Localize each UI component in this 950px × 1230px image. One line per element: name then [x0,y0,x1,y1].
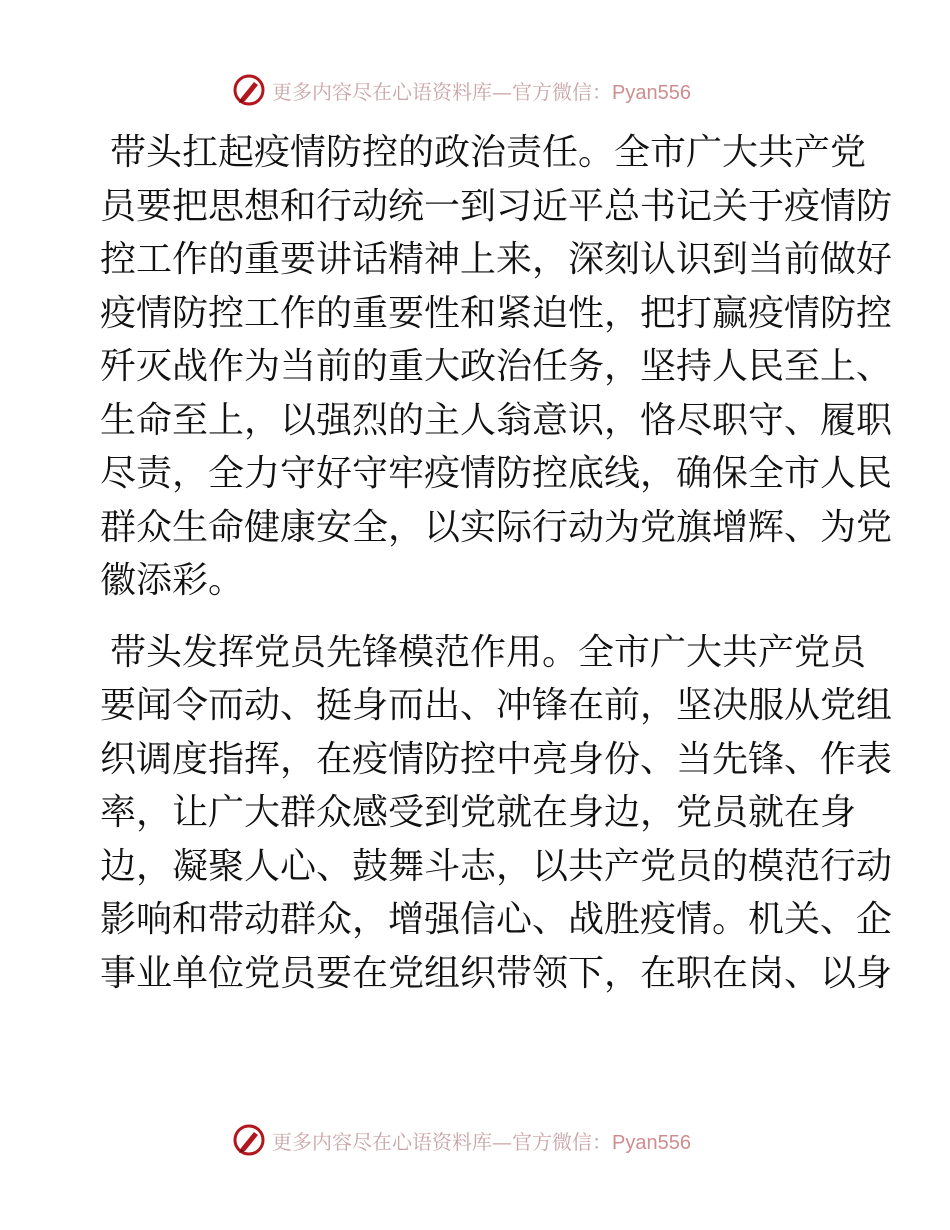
paragraph-1 [100,126,893,608]
document-body [100,126,893,1000]
text-line: 影响和带动群众，增强信心、战胜疫情。机关、企 [100,899,893,940]
watermark-text [272,1126,691,1155]
watermark-wechat-id: Pyan556 [612,1131,691,1154]
watermark-text [272,76,691,105]
text-line: 带头扛起疫情防控的政治责任。全市广大共产党 [110,132,867,173]
text-line: 群众生命健康安全，以实际行动为党旗增辉、为党 [100,506,893,548]
text-line: 织调度指挥，在疫情防控中亮身份、当先锋、作表 [100,738,893,780]
text-line: 边，凝聚人心、鼓舞斗志，以共产党员的模范行动 [100,845,893,887]
pen-logo-icon [232,73,266,107]
text-line: 员要把思想和行动统一到习近平总书记关于疫情防 [100,185,893,227]
pen-logo-icon [232,1123,266,1157]
watermark-slogan: 更多内容尽在心语资料库—官方微信： [272,1129,612,1154]
text-line: 徽添彩。 [100,560,245,601]
text-line: 生命至上，以强烈的主人翁意识，恪尽职守、履职 [100,399,893,441]
footer-watermark [232,1120,691,1160]
text-line: 控工作的重要讲话精神上来，深刻认识到当前做好 [100,239,893,280]
text-line: 要闻令而动、挺身而出、冲锋在前，坚决服从党组 [100,685,893,726]
watermark-slogan: 更多内容尽在心语资料库—官方微信： [272,79,612,104]
text-line: 疫情防控工作的重要性和紧迫性，把打赢疫情防控 [100,292,893,334]
text-line: 歼灭战作为当前的重大政治任务，坚持人民至上、 [100,346,893,387]
text-line: 率，让广大群众感受到党就在身边，党员就在身 [100,792,857,833]
header-watermark [232,70,691,110]
text-line: 带头发挥党员先锋模范作用。全市广大共产党员 [110,631,867,673]
watermark-wechat-id: Pyan556 [612,81,691,104]
paragraph-2 [100,626,893,1001]
text-line: 事业单位党员要在党组织带领下，在职在岗、以身 [100,952,893,994]
text-line: 尽责，全力守好守牢疫情防控底线，确保全市人民 [100,453,893,494]
